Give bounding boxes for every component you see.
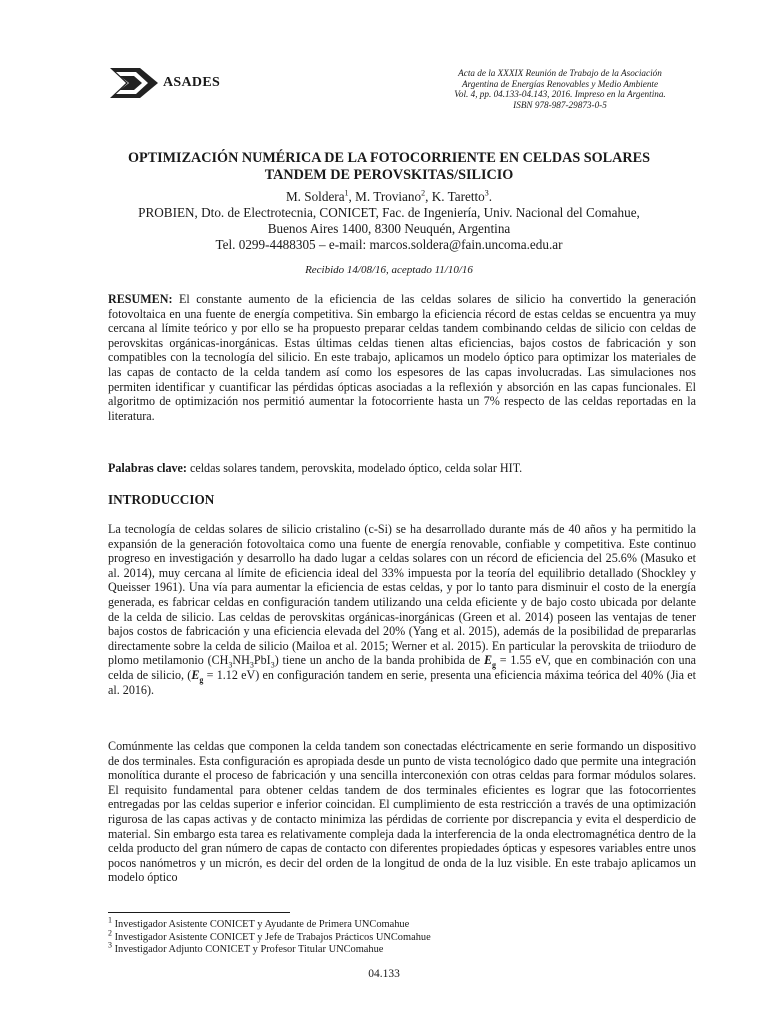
footnote-mark: 1 bbox=[108, 915, 112, 925]
footnote bbox=[108, 940, 608, 957]
text-run: PbI bbox=[253, 653, 271, 668]
author-mark: 2 bbox=[421, 188, 426, 198]
text-run: = 1.55 eV, que en combinación con una celda de silicio, ( bbox=[108, 653, 696, 682]
subscript: 3 bbox=[249, 660, 254, 670]
math-symbol: E bbox=[191, 667, 200, 682]
footnote-rule bbox=[108, 912, 290, 913]
footnote-text: Investigador Asistente CONICET y Jefe de Trabajos Prácticos UNComahue bbox=[112, 931, 431, 943]
author-separator: , bbox=[425, 189, 432, 204]
author-list bbox=[100, 189, 678, 205]
subscript: 3 bbox=[228, 660, 233, 670]
footnote-mark: 3 bbox=[108, 940, 112, 950]
author-name: M. Troviano bbox=[355, 189, 422, 204]
keywords-text: celdas solares tandem, perovskita, modelado óptico, celda solar HIT. bbox=[186, 461, 523, 475]
received-dates: Recibido 14/08/16, aceptado 11/10/16 bbox=[305, 264, 473, 276]
math-symbol: E bbox=[483, 653, 493, 668]
section-heading: INTRODUCCION bbox=[108, 492, 215, 507]
abstract bbox=[108, 292, 696, 423]
affiliation-line: Buenos Aires 1400, 8300 Neuquén, Argentina bbox=[267, 221, 511, 236]
author-block bbox=[100, 189, 678, 253]
intro-paragraph-1 bbox=[108, 522, 696, 697]
footnote-mark: 2 bbox=[108, 928, 112, 938]
author-name: M. Soldera bbox=[285, 189, 345, 204]
author-separator: . bbox=[488, 189, 493, 204]
intro-paragraph-2: Comúnmente las celdas que componen la celda tandem son conectadas eléctricamente en serie formando un dispositivo de dos terminales. Esta configuración es apropiada desde un punto de vista tecnológico dado que permite una integración monolítica durante el proceso de fabricación y una sencilla interconexión con otras celdas para formar módulos solares. El requisito fundamental para obtener celdas tandem de dos terminales eficientes es lograr que las fotocorrientes entregadas por las celdas superior e inferior coincidan. El cumplimiento de esta restricción a través de una optimización rigurosa de las capas activas y de contacto minimiza las pérdidas de corriente por discrepancia y evita el desperdicio de material. Sin embargo esta tarea es relativamente compleja dada la interferencia de la onda electromagnética dentro de la celda producto del gran número de capas de contacto con diferentes propiedades ópticas y espesores variables entre unos pocos nanómetros y un micrón, es decir del orden de la longitud de onda de la luz visible. En este trabajo aplicamos un modelo óptico bbox=[108, 739, 696, 885]
footnotes bbox=[108, 915, 608, 957]
logo-text: ASADES bbox=[163, 75, 221, 90]
text-run: ) tiene un ancho de la banda prohibida de bbox=[274, 653, 484, 668]
footnote bbox=[108, 928, 608, 945]
acta-line: Acta de la XXXIX Reunión de Trabajo de la Asociación bbox=[458, 68, 662, 78]
text-run: NH bbox=[232, 653, 250, 668]
keywords bbox=[108, 461, 696, 476]
text-run: La tecnología de celdas solares de silicio cristalino (c-Si) se ha desarrollado durante más de 40 años y ha permitido la expansión de la generación fotovoltaica como una fuente de energía renovable, confiable y competitiva. Este continuo progreso en investigación y desarrollo ha dado lugar a celdas solares con un récord de eficiencia del 25.6% (Masuko et al. 2014), muy cercana al límite de eficiencia ideal del 33% impuesta por la teoría del equilibrio detallado (Shockley y Queisser 1961). Una vía para aumentar la eficiencia de estas celdas, y por lo tanto para disminuir el costo de la energía generada, es fabricar celdas en configuración tandem utilizando una celda eficiente y de bajo costo ubicada por delante de la celda de silicio. Las celdas de perovskitas orgánicas-inorgánicas (Green et al. 2014) poseen las ventajas de tener bajos costos de fabricación y una eficiencia elevada del 20% (Yang et al. 2015), además de la posibilidad de prepararlas directamente sobre la celda de silicio (Mailoa et al. 2015; Werner et al. 2015). En particular la perovskita de triioduro de plomo metilamonio (CH bbox=[108, 522, 696, 668]
author-mark: 1 bbox=[344, 188, 349, 198]
proceedings-reference bbox=[395, 68, 725, 110]
acta-line: Vol. 4, pp. 04.133-04.143, 2016. Impreso en la Argentina. bbox=[454, 89, 666, 100]
subscript: 3 bbox=[270, 660, 275, 670]
footnote-text: Investigador Asistente CONICET y Ayudante de Primera UNComahue bbox=[112, 919, 410, 930]
title-line: OPTIMIZACIÓN NUMÉRICA DE LA FOTOCORRIENTE EN CELDAS SOLARES bbox=[127, 150, 650, 166]
contact-line: Tel. 0299-4488305 – e-mail: marcos.soldera@fain.uncoma.edu.ar bbox=[215, 237, 563, 252]
footnote-text: Investigador Adjunto CONICET y Profesor Titular UNComahue bbox=[112, 944, 384, 956]
subscript: g bbox=[199, 675, 204, 685]
keywords-label: Palabras clave: bbox=[108, 461, 187, 475]
affiliation-line: PROBIEN, Dto. de Electrotecnia, CONICET, Fac. de Ingeniería, Univ. Nacional del Comahue, bbox=[138, 205, 640, 220]
text-run: = 1.12 eV) en configuración tandem en serie, presenta una eficiencia máxima teórica del 40% (Jia et al. 2016). bbox=[108, 667, 697, 697]
footnote bbox=[108, 915, 608, 932]
title-line: TANDEM DE PEROVSKITAS/SILICIO bbox=[264, 167, 514, 183]
paper-title bbox=[100, 150, 678, 184]
author-name: K. Taretto bbox=[431, 189, 485, 204]
asades-logo-icon bbox=[110, 68, 158, 98]
acta-line: Argentina de Energías Renovables y Medio Ambiente bbox=[461, 78, 659, 89]
page-number: 04.133 bbox=[368, 968, 400, 980]
author-mark: 3 bbox=[484, 188, 489, 198]
author-separator: , bbox=[348, 189, 356, 204]
abstract-label: RESUMEN: bbox=[108, 292, 173, 306]
abstract-text: El constante aumento de la eficiencia de las celdas solares de silicio ha convertido la generación fotovoltaica en una fuente de energía competitiva. Sin embargo la eficiencia récord de estas celdas se encuentra ya muy cercana al límite teórico y por ello se ha propuesto preparar celdas tandem combinando celdas de silicio con celdas de perovskitas orgánicas-inorgánicas. Estas últimas celdas tienen altas eficiencias, bajos costos de fabricación y son compatibles con la tecnología del silicio. En este trabajo, aplicamos un modelo óptico para optimizar los materiales de las capas de contacto de la celda tandem así como los espesores de las capas involucradas. Las simulaciones nos permiten identificar y cuantificar las pérdidas ópticas asociadas a la reflexión y absorción en las capas funcionales. El algoritmo de optimización nos permitió aumentar la fotocorriente hasta un 7% respecto de las celdas reportadas en la literatura. bbox=[108, 292, 696, 423]
acta-line: ISBN 978-987-29873-0-5 bbox=[513, 99, 607, 110]
subscript: g bbox=[492, 660, 497, 670]
